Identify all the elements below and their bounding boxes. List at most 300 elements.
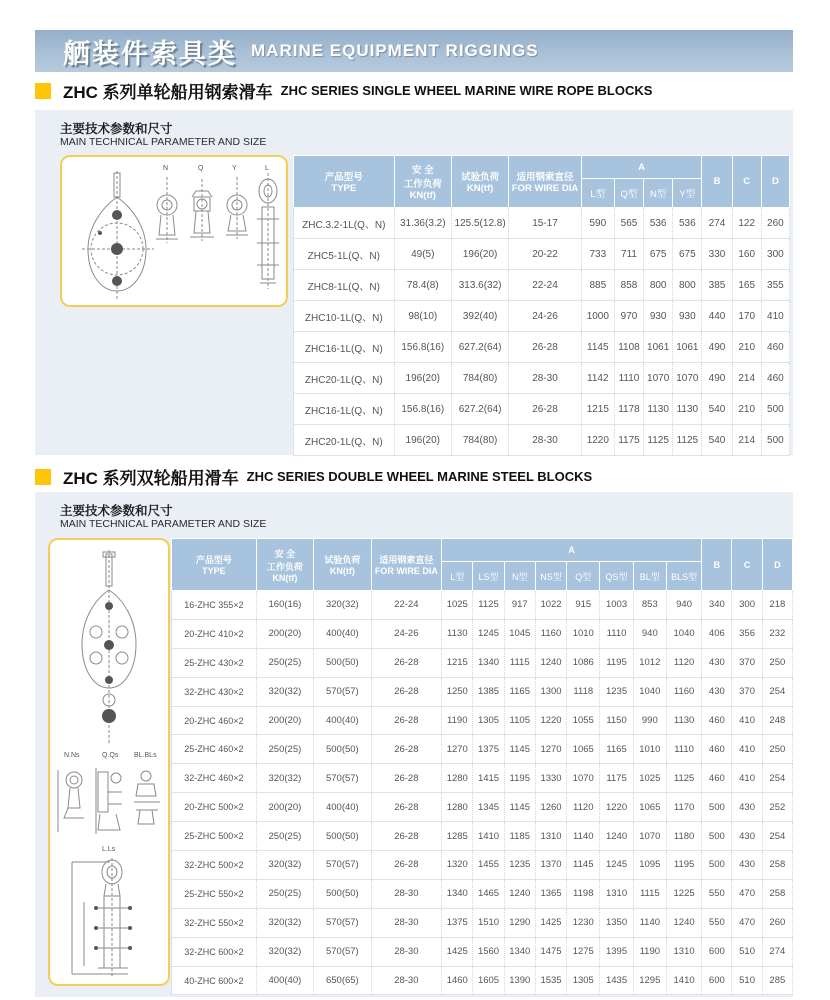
cell: 430	[732, 851, 762, 880]
table-row	[294, 301, 790, 332]
cell: 675	[673, 239, 702, 270]
cell: 274	[762, 937, 792, 966]
cell: 500(50)	[314, 648, 371, 677]
banner-title-cn: 舾装件索具类	[63, 38, 237, 69]
table-row	[172, 851, 793, 880]
cell: 1305	[473, 706, 504, 735]
section2-title-cn: ZHC 系列双轮船用滑车	[63, 469, 239, 488]
table-row	[294, 332, 790, 363]
column-header: A	[442, 539, 702, 562]
cell: 1240	[600, 822, 633, 851]
diagram-view-label-q: Q	[198, 165, 204, 172]
cell: 1510	[473, 908, 504, 937]
cell: 1175	[614, 425, 643, 456]
cell: 1115	[504, 648, 535, 677]
column-header: LS型	[473, 562, 504, 591]
cell: 32-ZHC 460×2	[172, 764, 257, 793]
column-header: C	[732, 156, 761, 208]
cell: 590	[581, 208, 614, 239]
column-header: 产品型号 TYPE	[172, 539, 257, 591]
cell: 25-ZHC 550×2	[172, 879, 257, 908]
cell: 1125	[666, 764, 701, 793]
cell: 1275	[567, 937, 600, 966]
cell: 1130	[673, 394, 702, 425]
cell: 20-22	[509, 239, 581, 270]
cell: 200(20)	[256, 793, 313, 822]
cell: 400(40)	[314, 706, 371, 735]
cell: 1012	[633, 648, 666, 677]
column-header: N型	[504, 562, 535, 591]
yellow-square-icon	[35, 469, 51, 485]
cell: 274	[702, 208, 732, 239]
cell: 26-28	[371, 735, 442, 764]
cell: 460	[761, 363, 789, 394]
cell: 170	[732, 301, 761, 332]
cell: 1010	[567, 619, 600, 648]
cell: 252	[762, 793, 792, 822]
cell: 410	[732, 706, 762, 735]
cell: 26-28	[371, 764, 442, 793]
cell: 540	[702, 425, 732, 456]
cell: 320(32)	[314, 591, 371, 620]
cell: 250(25)	[256, 879, 313, 908]
cell: 196(20)	[394, 363, 451, 394]
cell: 1125	[673, 425, 702, 456]
cell: 330	[702, 239, 732, 270]
cell: 1235	[504, 851, 535, 880]
single-wheel-block-drawing	[62, 157, 286, 305]
column-header: Q型	[614, 179, 643, 208]
double-wheel-block-diagram	[48, 538, 170, 986]
cell: 1140	[633, 908, 666, 937]
cell: 1310	[600, 879, 633, 908]
cell: 320(32)	[256, 908, 313, 937]
cell: 1178	[614, 394, 643, 425]
cell: 1455	[473, 851, 504, 880]
cell: 356	[732, 619, 762, 648]
table-row	[294, 270, 790, 301]
cell: 260	[762, 908, 792, 937]
cell: 1145	[567, 851, 600, 880]
column-header: 试验负荷 KN(tf)	[451, 156, 508, 208]
cell: 1061	[644, 332, 673, 363]
cell: 600	[702, 937, 732, 966]
cell: ZHC20-1L(Q、N)	[294, 425, 395, 456]
column-header: 产品型号 TYPE	[294, 156, 395, 208]
table-row	[172, 937, 793, 966]
cell: 300	[761, 239, 789, 270]
column-header: L型	[442, 562, 473, 591]
cell: ZHC.3.2-1L(Q、N)	[294, 208, 395, 239]
table-row	[172, 908, 793, 937]
table-row	[172, 966, 793, 995]
cell: 1340	[473, 648, 504, 677]
cell: 500	[702, 851, 732, 880]
cell: 355	[761, 270, 789, 301]
cell: 1120	[666, 648, 701, 677]
table-row	[172, 735, 793, 764]
column-header: A	[581, 156, 702, 179]
table-row	[172, 706, 793, 735]
cell: 1010	[633, 735, 666, 764]
cell: 28-30	[371, 966, 442, 995]
cell: 32-ZHC 430×2	[172, 677, 257, 706]
cell: 1240	[666, 908, 701, 937]
double-block-side-view-drawing	[50, 856, 168, 980]
section2-heading	[35, 464, 592, 489]
cell: 28-30	[371, 908, 442, 937]
diagram-view-label-qqs: Q.Qs	[102, 752, 119, 759]
table-row	[294, 363, 790, 394]
cell: 250	[762, 648, 792, 677]
table-row	[172, 591, 793, 620]
cell: ZHC20-1L(Q、N)	[294, 363, 395, 394]
section2-title-en: ZHC SERIES DOUBLE WHEEL MARINE STEEL BLOCKS	[246, 469, 593, 484]
cell: 300	[732, 591, 762, 620]
cell: 627.2(64)	[451, 332, 508, 363]
column-header: B	[702, 156, 732, 208]
cell: 1195	[504, 764, 535, 793]
cell: 970	[614, 301, 643, 332]
cell: 1105	[504, 706, 535, 735]
cell: 28-30	[371, 879, 442, 908]
section2-subtitle-en: MAIN TECHNICAL PARAMETER AND SIZE	[60, 518, 267, 530]
cell: 500	[702, 822, 732, 851]
table-row	[172, 677, 793, 706]
cell: 28-30	[509, 425, 581, 456]
cell: 1385	[473, 677, 504, 706]
column-header: Q型	[567, 562, 600, 591]
cell: 1165	[504, 677, 535, 706]
cell: 24-26	[509, 301, 581, 332]
diagram-view-label-lls: L.Ls	[102, 846, 116, 853]
cell: 853	[633, 591, 666, 620]
cell: 250(25)	[256, 735, 313, 764]
cell: 1175	[600, 764, 633, 793]
single-wheel-block-diagram	[60, 155, 288, 307]
table-row	[294, 239, 790, 270]
cell: 1300	[535, 677, 566, 706]
diagram-view-label-n: N	[163, 165, 169, 172]
cell: 98(10)	[394, 301, 451, 332]
cell: 490	[702, 332, 732, 363]
column-header: 适用钢索直径 FOR WIRE DIA	[371, 539, 442, 591]
cell: 1340	[504, 937, 535, 966]
table-row	[172, 764, 793, 793]
double-block-small-views-drawing	[50, 762, 168, 842]
cell: 460	[702, 735, 732, 764]
table-row	[294, 425, 790, 456]
cell: 1070	[673, 363, 702, 394]
cell: 160(16)	[256, 591, 313, 620]
cell: 1435	[600, 966, 633, 995]
cell: 40-ZHC 600×2	[172, 966, 257, 995]
cell: 392(40)	[451, 301, 508, 332]
cell: 1142	[581, 363, 614, 394]
cell: 858	[614, 270, 643, 301]
cell: 156.8(16)	[394, 332, 451, 363]
cell: 500	[702, 793, 732, 822]
cell: 1195	[600, 648, 633, 677]
cell: 400(40)	[314, 793, 371, 822]
section1-title-en: ZHC SERIES SINGLE WHEEL MARINE WIRE ROPE BLOCKS	[280, 83, 653, 98]
cell: 1310	[666, 937, 701, 966]
double-wheel-table	[171, 538, 793, 995]
cell: 165	[732, 270, 761, 301]
cell: 1040	[666, 619, 701, 648]
diagram-view-label-y: Y	[232, 165, 237, 172]
cell: 22-24	[509, 270, 581, 301]
cell: ZHC8-1L(Q、N)	[294, 270, 395, 301]
column-header: 适用钢索直径 FOR WIRE DIA	[509, 156, 581, 208]
table-row	[172, 879, 793, 908]
cell: 800	[673, 270, 702, 301]
cell: 28-30	[509, 363, 581, 394]
cell: 1065	[633, 793, 666, 822]
cell: 510	[732, 966, 762, 995]
cell: 1285	[442, 822, 473, 851]
cell: 800	[644, 270, 673, 301]
banner-title-en: MARINE EQUIPMENT RIGGINGS	[251, 41, 539, 60]
cell: 1118	[567, 677, 600, 706]
table-row	[172, 822, 793, 851]
cell: 210	[732, 394, 761, 425]
cell: 1215	[442, 648, 473, 677]
cell: 470	[732, 908, 762, 937]
cell: 1410	[666, 966, 701, 995]
cell: 1095	[633, 851, 666, 880]
cell: 1425	[442, 937, 473, 966]
cell: 1280	[442, 793, 473, 822]
cell: 460	[702, 764, 732, 793]
column-header: C	[732, 539, 762, 591]
cell: 1125	[644, 425, 673, 456]
cell: 1170	[666, 793, 701, 822]
column-header: B	[702, 539, 732, 591]
cell: ZHC16-1L(Q、N)	[294, 332, 395, 363]
cell: 1110	[600, 619, 633, 648]
table-row	[294, 394, 790, 425]
cell: 32-ZHC 600×2	[172, 937, 257, 966]
cell: 1130	[442, 619, 473, 648]
cell: 410	[761, 301, 789, 332]
cell: 250	[762, 735, 792, 764]
column-header: QS型	[600, 562, 633, 591]
cell: 400(40)	[256, 966, 313, 995]
cell: 1375	[442, 908, 473, 937]
cell: 1220	[600, 793, 633, 822]
cell: 313.6(32)	[451, 270, 508, 301]
cell: 196(20)	[451, 239, 508, 270]
cell: 917	[504, 591, 535, 620]
cell: 1145	[581, 332, 614, 363]
cell: 627.2(64)	[451, 394, 508, 425]
cell: 570(57)	[314, 851, 371, 880]
cell: 258	[762, 879, 792, 908]
cell: 1250	[442, 677, 473, 706]
cell: 370	[732, 648, 762, 677]
section1-title-cn: ZHC 系列单轮船用钢索滑车	[63, 83, 273, 102]
cell: 1330	[535, 764, 566, 793]
cell: ZHC16-1L(Q、N)	[294, 394, 395, 425]
cell: 1045	[504, 619, 535, 648]
cell: 1145	[504, 735, 535, 764]
cell: 1003	[600, 591, 633, 620]
cell: 340	[702, 591, 732, 620]
cell: 1180	[666, 822, 701, 851]
cell: 1425	[535, 908, 566, 937]
cell: 784(80)	[451, 425, 508, 456]
column-header: BL型	[633, 562, 666, 591]
cell: 1220	[535, 706, 566, 735]
cell: 385	[702, 270, 732, 301]
column-header: BLS型	[666, 562, 701, 591]
cell: 214	[732, 363, 761, 394]
single-wheel-table	[293, 155, 790, 456]
cell: 250(25)	[256, 648, 313, 677]
cell: 1290	[504, 908, 535, 937]
table-row	[172, 793, 793, 822]
table-row	[172, 648, 793, 677]
cell: 410	[732, 764, 762, 793]
cell: 258	[762, 851, 792, 880]
cell: 260	[761, 208, 789, 239]
cell: 733	[581, 239, 614, 270]
cell: 460	[761, 332, 789, 363]
cell: 1130	[644, 394, 673, 425]
cell: 1235	[600, 677, 633, 706]
cell: 28-30	[371, 937, 442, 966]
cell: 1245	[473, 619, 504, 648]
cell: 31.36(3.2)	[394, 208, 451, 239]
cell: 16-ZHC 355×2	[172, 591, 257, 620]
cell: 254	[762, 822, 792, 851]
cell: 570(57)	[314, 764, 371, 793]
column-header: D	[761, 156, 789, 208]
column-header: Y型	[673, 179, 702, 208]
cell: 254	[762, 677, 792, 706]
table-row	[294, 208, 790, 239]
diagram-view-label-nns: N.Ns	[64, 752, 80, 759]
cell: 500(50)	[314, 735, 371, 764]
double-wheel-block-drawing	[50, 548, 168, 748]
cell: 1070	[567, 764, 600, 793]
cell: 26-28	[371, 706, 442, 735]
cell: 1460	[442, 966, 473, 995]
cell: 32-ZHC 500×2	[172, 851, 257, 880]
cell: 20-ZHC 460×2	[172, 706, 257, 735]
column-header: NS型	[535, 562, 566, 591]
cell: 1475	[535, 937, 566, 966]
cell: 200(20)	[256, 619, 313, 648]
cell: 1065	[567, 735, 600, 764]
cell: 370	[732, 677, 762, 706]
section2-subtitle-cn: 主要技术参数和尺寸	[60, 504, 173, 518]
cell: 1120	[567, 793, 600, 822]
cell: 1560	[473, 937, 504, 966]
cell: 32-ZHC 550×2	[172, 908, 257, 937]
cell: 1605	[473, 966, 504, 995]
cell: 550	[702, 908, 732, 937]
cell: 25-ZHC 500×2	[172, 822, 257, 851]
cell: 1190	[442, 706, 473, 735]
diagram-view-label-l: L	[265, 165, 269, 172]
cell: 1190	[633, 937, 666, 966]
cell: 1108	[614, 332, 643, 363]
column-header: 安 全 工作负荷 KN(tf)	[256, 539, 313, 591]
cell: 122	[732, 208, 761, 239]
cell: 550	[702, 879, 732, 908]
cell: 540	[702, 394, 732, 425]
cell: 570(57)	[314, 677, 371, 706]
cell: 430	[702, 677, 732, 706]
cell: 1295	[633, 966, 666, 995]
cell: 430	[732, 793, 762, 822]
cell: 536	[673, 208, 702, 239]
cell: 570(57)	[314, 937, 371, 966]
cell: 711	[614, 239, 643, 270]
cell: 930	[644, 301, 673, 332]
cell: 675	[644, 239, 673, 270]
cell: 250(25)	[256, 822, 313, 851]
cell: 1240	[504, 879, 535, 908]
table-row	[172, 619, 793, 648]
cell: 570(57)	[314, 908, 371, 937]
cell: 25-ZHC 460×2	[172, 735, 257, 764]
cell: 20-ZHC 500×2	[172, 793, 257, 822]
cell: 125.5(12.8)	[451, 208, 508, 239]
cell: 25-ZHC 430×2	[172, 648, 257, 677]
cell: 1165	[600, 735, 633, 764]
cell: 24-26	[371, 619, 442, 648]
cell: 1535	[535, 966, 566, 995]
column-header: D	[762, 539, 792, 591]
cell: 1240	[535, 648, 566, 677]
cell: 1185	[504, 822, 535, 851]
cell: 214	[732, 425, 761, 456]
cell: 1070	[644, 363, 673, 394]
cell: 200(20)	[256, 706, 313, 735]
cell: 940	[666, 591, 701, 620]
cell: 320(32)	[256, 851, 313, 880]
cell: 1125	[473, 591, 504, 620]
cell: 1365	[535, 879, 566, 908]
cell: 1150	[600, 706, 633, 735]
cell: 1160	[535, 619, 566, 648]
cell: 232	[762, 619, 792, 648]
cell: 1160	[666, 677, 701, 706]
cell: 1375	[473, 735, 504, 764]
cell: 490	[702, 363, 732, 394]
cell: 248	[762, 706, 792, 735]
column-header: 安 全 工作负荷 KN(tf)	[394, 156, 451, 208]
cell: 1340	[442, 879, 473, 908]
cell: 1110	[666, 735, 701, 764]
cell: 22-24	[371, 591, 442, 620]
cell: 470	[732, 879, 762, 908]
cell: 78.4(8)	[394, 270, 451, 301]
cell: 990	[633, 706, 666, 735]
cell: 1415	[473, 764, 504, 793]
cell: 1395	[600, 937, 633, 966]
yellow-square-icon	[35, 83, 51, 99]
cell: 510	[732, 937, 762, 966]
cell: 406	[702, 619, 732, 648]
cell: ZHC10-1L(Q、N)	[294, 301, 395, 332]
cell: 210	[732, 332, 761, 363]
cell: 1198	[567, 879, 600, 908]
cell: 1220	[581, 425, 614, 456]
